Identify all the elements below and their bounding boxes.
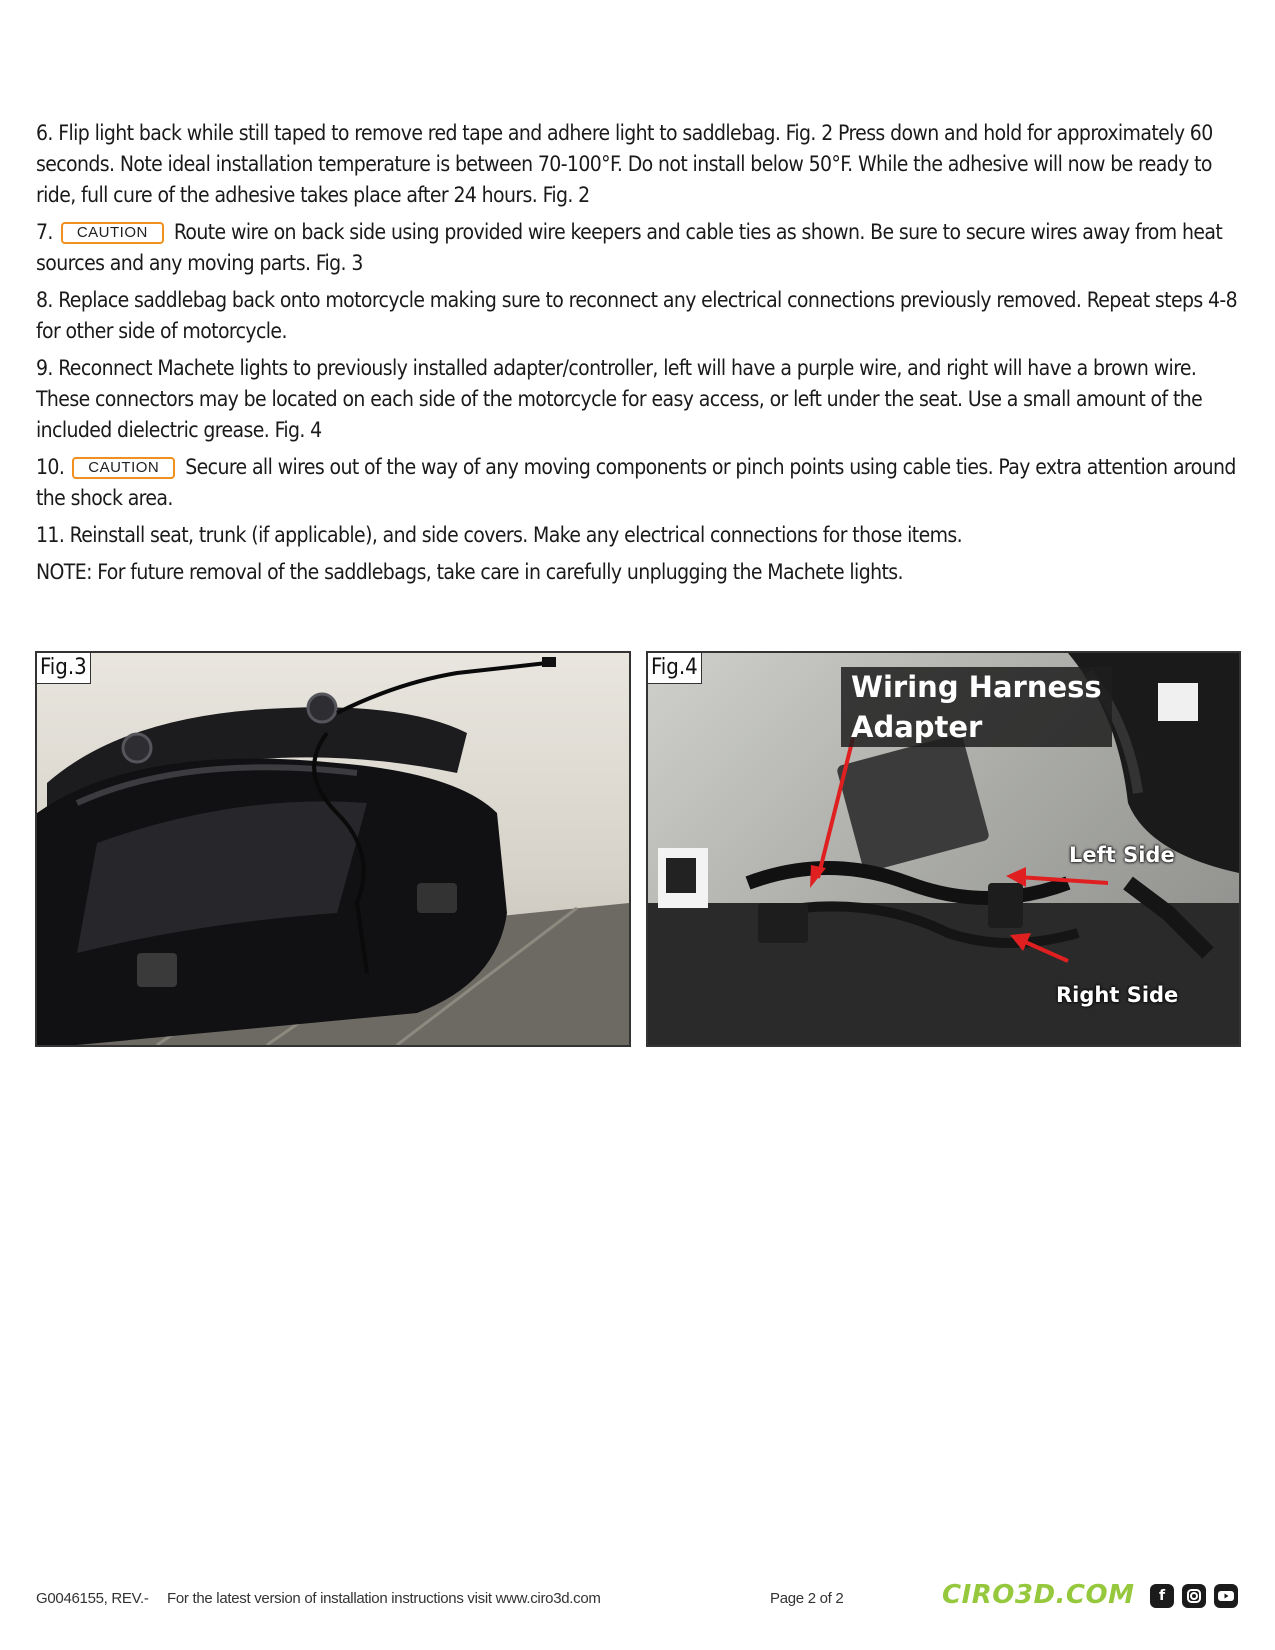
caution-badge: CAUTION xyxy=(72,457,175,479)
step-10: 10. CAUTION Secure all wires out of the way of any moving components or pinch points using cable ties. Pay extra attention around the shock area. xyxy=(36,455,1236,510)
step-8: 8. Replace saddlebag back onto motorcycle making sure to reconnect any electrical connections previously removed. Repeat steps 4-8 for other side of motorcycle. xyxy=(36,288,1238,343)
website-notice: For the latest version of installation instructions visit www.ciro3d.com xyxy=(167,1590,601,1607)
left-side-label: Left Side xyxy=(1069,843,1175,867)
wiring-harness-callout: Wiring Harness Adapter xyxy=(841,667,1112,747)
page-number: Page 2 of 2 xyxy=(770,1590,844,1607)
figure-label: Fig.3 xyxy=(37,653,91,684)
youtube-icon[interactable] xyxy=(1214,1584,1238,1608)
instagram-icon[interactable] xyxy=(1182,1584,1206,1608)
facebook-icon[interactable]: f xyxy=(1150,1584,1174,1608)
saddlebag-photo xyxy=(37,653,629,1045)
figure-4 xyxy=(646,651,1241,1047)
step-11: 11. Reinstall seat, trunk (if applicable), and side covers. Make any electrical connections for those items. xyxy=(36,523,963,547)
ciro3d-logo: CIRO3D.COM xyxy=(942,1580,1135,1610)
note: NOTE: For future removal of the saddlebags, take care in carefully unplugging the Machete lights. xyxy=(36,560,903,584)
step-7: 7. CAUTION Route wire on back side using provided wire keepers and cable ties as shown. Be sure to secure wires away from heat sources and any moving parts. Fig. 3 xyxy=(36,220,1223,275)
figure-label: Fig.4 xyxy=(648,653,702,684)
page-footer xyxy=(0,1580,1275,1620)
right-side-label: Right Side xyxy=(1056,983,1179,1007)
document-id: G0046155, REV.- xyxy=(36,1590,149,1607)
caution-badge: CAUTION xyxy=(61,222,164,244)
step-9: 9. Reconnect Machete lights to previously installed adapter/controller, left will have a purple wire, and right will have a brown wire. These connectors may be located on each side of the motorcycle for easy access, or left under the seat. Use a small amount of the included dielectric grease. Fig. 4 xyxy=(36,356,1203,442)
step-6: 6. Flip light back while still taped to remove red tape and adhere light to saddlebag. Fig. 2 Press down and hold for approximately 60 seconds. Note ideal installation temperature is between 70-100°F. Do not install below 50°F. While the adhesive will now be ready to ride, full cure of the adhesive takes place after 24 hours. Fig. 2 xyxy=(36,121,1213,207)
figure-3 xyxy=(35,651,631,1047)
instruction-steps xyxy=(36,118,1246,594)
